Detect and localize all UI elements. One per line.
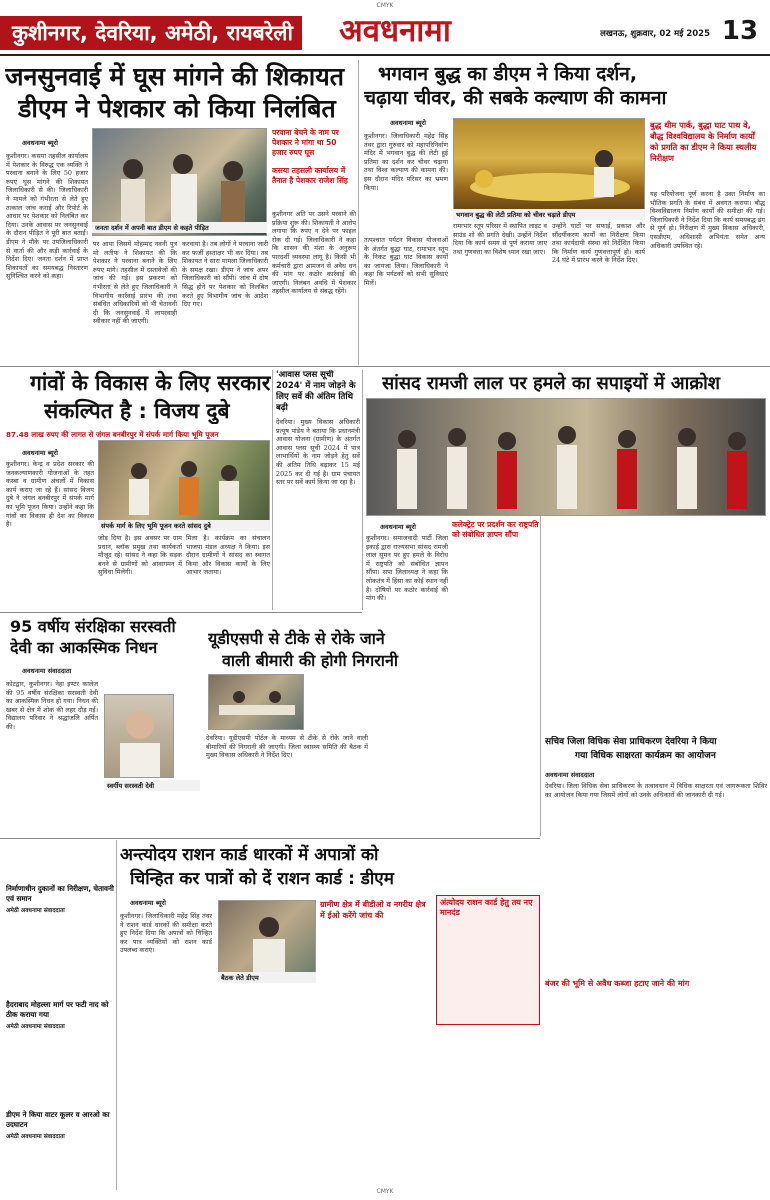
- story2-col2: तत्पश्चात पर्यटन विकास योजनाओं के अंतर्गत बुद्धा घाट, रामाभार स्तूप के निकट बुद्धा घाट विकास कार्यों का जायजा लिया। जिलाधिकारी ने कहा कि पर्यटकों को सभी सुविधाएं मिलें।: [364, 236, 448, 287]
- story11-headline: हैदराबाद मोहल्ला मार्ग पर फटी नाद को ठीक कराया गया: [6, 1000, 109, 1019]
- story3-subhead: 87.48 लाख रुपए की लागत से जंगल बनबीरपुर में संपर्क मार्ग किया भूमि पूजन: [6, 430, 219, 439]
- story2-headline-2: चढ़ाया चीवर, की सबके कल्याण की कामना: [364, 87, 667, 109]
- story4-sub-head: कलेक्ट्रेट पर प्रदर्शन कर राष्ट्रपति को संबोधित ज्ञापन सौंपा: [452, 520, 539, 539]
- ceremony-photo-icon: [99, 441, 270, 528]
- story3-photo-caption: संपर्क मार्ग के लिए भूमि पूजन करते सांसद दुबे: [98, 520, 270, 531]
- story11-byline: अमेठी अवधनामा संवाददाता: [6, 1024, 65, 1030]
- story5-photo: [104, 694, 174, 778]
- story6-headline-1: यूडीएसपी से टीके से रोके जाने: [208, 629, 385, 648]
- story4-byline: अवधनामा ब्यूरो: [380, 523, 416, 531]
- story3-headline-1: गांवों के विकास के लिए सरकार: [30, 371, 271, 395]
- story9-byline: अमेठी अवधनामा संवाददाता: [6, 908, 65, 914]
- divider-v5: [116, 840, 117, 1190]
- story7-headline-1: सचिव जिला विधिक सेवा प्राधिकरण देवरिया ने किया: [545, 737, 717, 747]
- story1-side-head-1: परवाना बेचने के नाम पर पेशकार ने मांगा था 50 हजार रुपए घूस: [272, 128, 339, 157]
- story1-photo: [92, 128, 267, 236]
- story5-photo-caption: स्वर्गीय सरस्वती देवी: [104, 780, 200, 791]
- people-photo-icon: [93, 129, 267, 236]
- story8-body: कुशीनगर। जिलाधिकारी महेंद्र सिंह तंवर ने राशन कार्ड धारकों की समीक्षा करते हुए निर्देश दिया कि अपात्रों को चिन्हित कर पात्र व्यक्तियों को राशन कार्ड उपलब्ध कराएं।: [120, 912, 212, 955]
- story2-byline: अवधनामा ब्यूरो: [390, 119, 426, 127]
- divider-h3: [0, 838, 540, 839]
- story2-col3: रामाभार स्तूप परिसर में स्थापित लाइट व साउंड शो की प्रगति देखी। उन्होंने निर्देश दिया कि कार्य समय से पूर्ण कराया जाए तथा गुणवत्ता का विशेष ध्यान रखा जाए।: [453, 222, 547, 256]
- story9-headline: निर्माणाधीन दुकानों का निरीक्षण, चेतावनी एवं समान: [6, 884, 114, 903]
- story3-byline: अवधनामा ब्यूरो: [22, 449, 58, 457]
- story3-photo: [98, 440, 270, 528]
- story8-side-head: ग्रामीण क्षेत्र में बीडीओ व नगरीय क्षेत्र में ईओ करेंगे जांच की: [320, 900, 426, 920]
- story7-body: देवरिया। जिला विधिक सेवा प्राधिकरण के तत्वावधान में विधिक साक्षरता एवं जागरूकता शिविर का आयोजन किया गया जिसमें लोगों को उनके अधिकारों की जानकारी दी गई।: [545, 782, 767, 799]
- district-banner: कुशीनगर, देवरिया, अमेठी, रायबरेली: [0, 16, 302, 50]
- story1-col3: करवाया है। तब लोगों ने परवाना जारी कर फर्जी हस्ताक्षर भी कर दिया। तब शिकायत ने सारा मामला जिलाधिकारी के समक्ष रखा। डीएम ने जांच अपर जिलाधिकारी को सौंपी। जांच में दोष सिद्ध होने पर पेशकार को निलंबित करते हुए विभागीय जांच के आदेश दिए गए।: [182, 240, 268, 309]
- meeting-photo-icon: [209, 675, 304, 730]
- story2-headline-1: भगवान बुद्ध का डीएम ने किया दर्शन,: [378, 63, 638, 85]
- buddha-statue-icon: [454, 119, 645, 218]
- story6-photo: [208, 674, 304, 730]
- story1-col2: पर आया जिसमें मोहम्मद नवनी पुत्र मो लतीफ ने शिकायत की कि पेशकार ने परवाना बनाने के लिए रुपए मांगे। तहसील में दस्तावेजों की जांच की गई। इस प्रकरण को गंभीरता से लेते हुए जिलाधिकारी ने विभागीय कार्रवाई प्रारंभ की तथा संबंधित अधिकारियों को भी चेतावनी दी कि जनसुनवाई में लापरवाही स्वीकार नहीं की जाएगी।: [93, 240, 177, 326]
- story2-side-head: बुद्ध थीम पार्क, बुद्धा घाट पाथ वे, बौद्ध विश्वविद्यालय के निर्माण कार्यों को प्रगति का डीएम ने किया स्थलीय निरीक्षण: [650, 120, 757, 163]
- divider-h2: [0, 612, 362, 613]
- protest-photo-icon: [367, 399, 766, 516]
- divider-h1: [0, 366, 770, 367]
- story4-headline: सांसद रामजी लाल पर हमले का सपाइयों में आक्रोश: [382, 373, 721, 394]
- story10-headline: डीएम ने किया वाटर कूलर व आरओ का उदघाटन: [6, 1110, 110, 1129]
- story2-photo: [453, 118, 645, 218]
- portrait-icon: [105, 695, 174, 778]
- story7-sub-head: बंजर की भूमि से अवैध कब्जा हटाए जाने की मांग: [545, 979, 690, 988]
- story2-photo-caption: भगवान बुद्ध की लेटी प्रतिमा को चीवर चढ़ाते डीएम: [453, 209, 645, 220]
- story8-box-head: अंत्योदय राशन कार्ड हेतु तय नए मानदंड: [440, 898, 533, 917]
- story1-photo-caption: जनता दर्शन में अपनी बात डीएम से कहते पीड़ित: [92, 222, 267, 233]
- story3-col2: जोड़ दिया है। इस अवसर पर ग्राम प्रधान, ब्लॉक प्रमुख तथा कार्यकर्ता मौजूद रहे। सांसद ने कहा कि सड़क बनने से ग्रामीणों को आवागमन में सुविधा मिलेगी।: [98, 534, 182, 577]
- story1-headline-2: डीएम ने पेशकार को किया निलंबित: [18, 94, 336, 123]
- header-rule: [0, 54, 770, 56]
- divider-v1: [358, 60, 359, 365]
- brand-mark: CMYK: [376, 2, 394, 9]
- story8-byline: अवधनामा ब्यूरो: [130, 899, 166, 907]
- story1-body: कुशीनगर। कसया तहसील कार्यालय में पेशकार के विरुद्ध एक व्यक्ति ने परवाना बनाने के लिए 50 हजार रुपए घूस मांगने की शिकायत जिलाधिकारी से की। जिलाधिकारी ने मामले को गंभीरता से लेते हुए तत्काल जांच कराई और रिपोर्ट के आधार पर पेशकार को निलंबित कर दिया। उनके आवास पर जनसुनवाई के दौरान पीड़ित ने पूरी बात बताई। डीएम ने मौके पर उपजिलाधिकारी से वार्ता की और कड़ी कार्रवाई के निर्देश दिए। जनता दर्शन में प्राप्त शिकायतों का समयबद्ध निस्तारण सुनिश्चित करने को कहा।: [6, 152, 88, 281]
- story7-headline-2: गया विधिक साक्षरता कार्यक्रम का आयोजन: [575, 751, 716, 761]
- story1-headline-1: जनसुनवाई में घूस मांगने की शिकायत: [5, 62, 344, 91]
- divider-v2: [272, 370, 273, 610]
- story2-side-body: यह परियोजना पूर्ण करना है उक्त निर्माण का भौतिक प्रगति के संबंध में अवगत कराया। बौद्ध विश्वविद्यालय निर्माण कार्यों की समीक्षा की गई। जिलाधिकारी ने निर्देश दिया कि कार्य समयबद्ध ढंग से पूर्ण हो। निरीक्षण में मुख्य विकास अधिकारी, एसडीएम, अधिशासी अभियंता समेत अन्य अधिकारी उपस्थित रहे।: [650, 190, 765, 250]
- date-line: लखनऊ, शुक्रवार, 02 मई 2025: [600, 29, 710, 39]
- story3-side-head: 'आवास प्लस सूची 2024' में नाम जोड़ने के लिए सर्वे की अंतिम तिथि बढ़ी: [276, 370, 356, 413]
- page-number: 13: [721, 16, 759, 46]
- story10-byline: अमेठी अवधनामा संवाददाता: [6, 1134, 65, 1140]
- story5-headline: 95 वर्षीय संरक्षिका सरस्वती देवी का आकस्मिक निधन: [10, 617, 176, 657]
- story2-col4: उन्होंने घाटों पर सफाई, प्रकाश और सौंदर्यीकरण कार्यों का निरीक्षण किया तथा कार्यदायी संस्था को निर्देशित किया कि निर्माण कार्य गुणवत्तापूर्ण हो। कार्य 24 घंटे में प्रारंभ करने के निर्देश दिए।: [552, 222, 645, 265]
- story1-byline: अवधनामा ब्यूरो: [22, 139, 58, 147]
- story5-body: कोटद्वार, कुशीनगर। नेहा इण्टर कालेज की 95 वर्षीय संरक्षिका सरस्वती देवी का आकस्मिक निधन हो गया। निधन की खबर से क्षेत्र में शोक की लहर दौड़ गई। विद्यालय परिवार ने श्रद्धांजलि अर्पित की।: [6, 680, 98, 731]
- story3-headline-2: संकल्पित है : विजय दुबे: [44, 399, 230, 423]
- story8-headline-1: अन्त्योदय राशन कार्ड धारकों में अपात्रों को: [120, 845, 379, 865]
- story3-side-body: देवरिया। मुख्य विकास अधिकारी प्रत्यूष पांडेय ने बताया कि प्रधानमंत्री आवास योजना (ग्रामीण) के अंतर्गत आवास प्लस सूची 2024 में पात्र लाभार्थियों के नाम जोड़ने हेतु सर्वे की अंतिम तिथि बढ़ाकर 15 मई 2025 कर दी गई है। ग्राम पंचायत स्तर पर सर्वे कार्य किया जा रहा है।: [276, 418, 360, 487]
- story4-body: कुशीनगर। समाजवादी पार्टी जिला इकाई द्वारा राज्यसभा सांसद रामजी लाल सुमन पर हुए हमले के विरोध में राष्ट्रपति को संबोधित ज्ञापन सौंपा। सपा जिलाध्यक्ष ने कहा कि लोकतंत्र में हिंसा का कोई स्थान नहीं है। दोषियों पर कठोर कार्रवाई की मांग की।: [366, 534, 448, 603]
- story1-side-head-2: कसया तहसली कार्यालय में तैनात है पेशकार राजेश सिंह: [272, 166, 348, 185]
- story4-photo: [366, 398, 766, 516]
- masthead: अवधनामा: [339, 13, 451, 49]
- story8-box: [436, 895, 540, 1025]
- divider-v3: [362, 370, 363, 610]
- story3-col3: मिला है। कार्यक्रम का संचालन भाजपा मंडल अध्यक्ष ने किया। इस दौरान ग्रामीणों ने सांसद का स्वागत किया और विकास कार्यों के लिए आभार जताया।: [186, 534, 270, 577]
- footer-mark: CMYK: [376, 1188, 394, 1195]
- story6-headline-2: वाली बीमारी की होगी निगरानी: [222, 651, 398, 670]
- story6-body: देवरिया। यूडीएसपी पोर्टल के माध्यम से टीके से रोके जाने वाली बीमारियों की निगरानी की जाएगी। जिला स्वास्थ्य समिति की बैठक में मुख्य विकास अधिकारी ने निर्देश दिए।: [206, 734, 368, 760]
- story2-col1: कुशीनगर। जिलाधिकारी महेंद्र सिंह तंवर द्वारा गुरुवार को महापरिनिर्वाण मंदिर में भगवान बुद्ध की लेटी हुई प्रतिमा का दर्शन कर चीवर चढ़ाया तथा विश्व कल्याण की कामना की। इस दौरान मंदिर परिसर का भ्रमण किया।: [364, 132, 448, 192]
- story7-byline: अवधनामा संवाददाता: [545, 771, 595, 779]
- story1-col4: कुशीनगर अति पर उसने परवाने की प्रक्रिया शुरू की। शिकायती ने आरोप लगाया कि रुपए न देने पर फाइल रोक दी गई। जिलाधिकारी ने कहा कि शासन की मंशा के अनुरूप पारदर्शी व्यवस्था लागू है। किसी भी कर्मचारी द्वारा आमजन से अवैध धन की मांग पर कठोर कार्रवाई की जाएगी। निलंबन अवधि में पेशकार तहसील कार्यालय से संबद्ध रहेंगे।: [272, 210, 356, 296]
- story8-headline-2: चिन्हित कर पात्रों को दें राशन कार्ड : डीएम: [130, 869, 394, 889]
- story8-photo: [218, 900, 316, 980]
- dm-meeting-icon: [219, 901, 316, 980]
- story3-body: कुशीनगर। केन्द्र व प्रदेश सरकार की जनकल्याणकारी योजनाओं के तहत कस्बा व ग्रामीण अंचलों में विकास कार्य कराए जा रहे हैं। सांसद विजय दुबे ने जंगल बनबीरपुर में संपर्क मार्ग का भूमि पूजन किया। उन्होंने कहा कि गांवों का विकास ही देश का विकास है।: [6, 460, 94, 529]
- story8-photo-caption: बैठक लेते डीएम: [218, 972, 316, 983]
- divider-v4: [540, 516, 541, 836]
- story5-byline: अवधनामा संवाददाता: [22, 667, 72, 675]
